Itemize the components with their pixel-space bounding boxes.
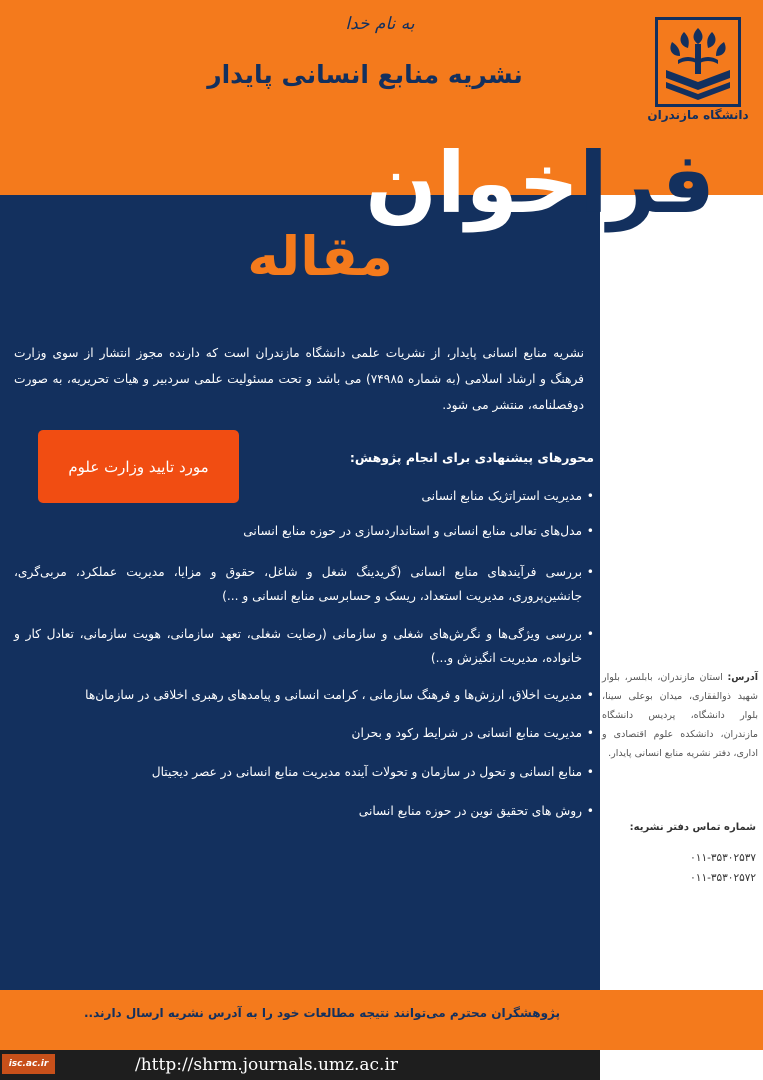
university-logo: [655, 17, 741, 107]
bullet-icon: •: [586, 688, 594, 702]
bismillah: به نام خدا: [345, 14, 415, 34]
call-title-part1: فرا: [578, 134, 715, 232]
footer-note: پژوهشگران محترم می‌توانند نتیجه مطالعات خود را به آدرس نشریه ارسال دارند..: [83, 1006, 560, 1020]
call-title: [365, 128, 715, 238]
bullet-icon: •: [586, 565, 594, 579]
sidebar-panel: [600, 195, 763, 1080]
isc-logo: isc.ac.ir: [2, 1054, 55, 1074]
tree-book-icon: [658, 20, 738, 104]
contact-title: شماره تماس دفتر نشریه:: [629, 822, 756, 833]
list-item: [14, 799, 594, 823]
phone-number: ۰۱۱-۳۵۳۰۲۵۷۲: [690, 872, 756, 884]
phone-number: ۰۱۱-۳۵۳۰۲۵۳۷: [690, 852, 756, 864]
bullet-icon: •: [586, 726, 594, 740]
call-subtitle: مقاله: [247, 225, 393, 288]
topic-text: مدیریت اخلاق، ارزش‌ها و فرهنگ سازمانی ، کرامت انسانی و پیامدهای رهبری اخلاقی در سازمان‌ها: [85, 688, 582, 702]
footer-band: [0, 990, 763, 1050]
bullet-icon: •: [586, 489, 594, 503]
bullet-icon: •: [586, 765, 594, 779]
address-block: [602, 668, 758, 763]
topics-heading: محورهای پیشنهادی برای انجام پژوهش:: [349, 450, 594, 465]
list-item: [14, 519, 594, 543]
topic-text: مدیریت منابع انسانی در شرایط رکود و بحران: [351, 726, 582, 740]
topic-text: منابع انسانی و تحول در سازمان و تحولات آینده مدیریت منابع انسانی در عصر دیجیتال: [151, 765, 582, 779]
topic-text: بررسی ویژگی‌ها و نگرش‌های شغلی و سازمانی (رضایت شغلی، تعهد سازمانی، هویت سازمانی، تعادل کار و خانواده، مدیریت انگیزش و...): [14, 627, 582, 665]
topics-list: [14, 484, 594, 823]
ministry-approval-badge: مورد تایید وزارت علوم: [38, 430, 239, 503]
topic-text: مدل‌های تعالی منابع انسانی و استانداردسازی در حوزه منابع انسانی: [243, 524, 582, 538]
address-label: آدرس:: [727, 672, 758, 683]
bullet-icon: •: [586, 627, 594, 641]
bullet-icon: •: [586, 804, 594, 818]
call-title-part2: خوان: [365, 134, 579, 232]
list-item: [14, 622, 594, 670]
list-item: [14, 683, 594, 707]
university-name: دانشگاه مازندران: [647, 108, 749, 122]
topic-text: مدیریت استراتژیک منابع انسانی: [421, 489, 582, 503]
journal-title: نشریه منابع انسانی پایدار: [207, 60, 523, 89]
list-item: [14, 721, 594, 745]
list-item: [14, 484, 594, 508]
topic-text: بررسی فرآیندهای منابع انسانی (گریدینگ شغل و شاغل، حقوق و مزایا، مدیریت عملکرد، مربی‌گری، جانشین‌پروری، مدیریت استعداد، ریسک و حسابرسی منابع انسانی و ...): [14, 565, 582, 603]
list-item: [14, 560, 594, 608]
topic-text: روش های تحقیق نوین در حوزه منابع انسانی: [358, 804, 582, 818]
url-band-right: [600, 1050, 763, 1080]
bullet-icon: •: [586, 524, 594, 538]
list-item: [14, 760, 594, 784]
journal-url-link[interactable]: /http://shrm.journals.umz.ac.ir: [135, 1055, 399, 1075]
address-text: استان مازندران، بابلسر، بلوار شهید ذوالفقاری، میدان بوعلی سینا، بلوار دانشگاه، پردیس دانشگاه مازندران، دانشکده علوم اقتصادی و اداری، دفتر نشریه منابع انسانی پایدار.: [602, 672, 758, 759]
intro-paragraph: نشریه منابع انسانی پایدار، از نشریات علمی دانشگاه مازندران است که دارنده مجوز انتشار از سوی وزارت فرهنگ و ارشاد اسلامی (به شماره ۷۴۹۸۵) می باشد و تحت مسئولیت علمی سردبیر و هیات تحریریه، به صورت دوفصلنامه، منتشر می شود.: [14, 346, 584, 412]
